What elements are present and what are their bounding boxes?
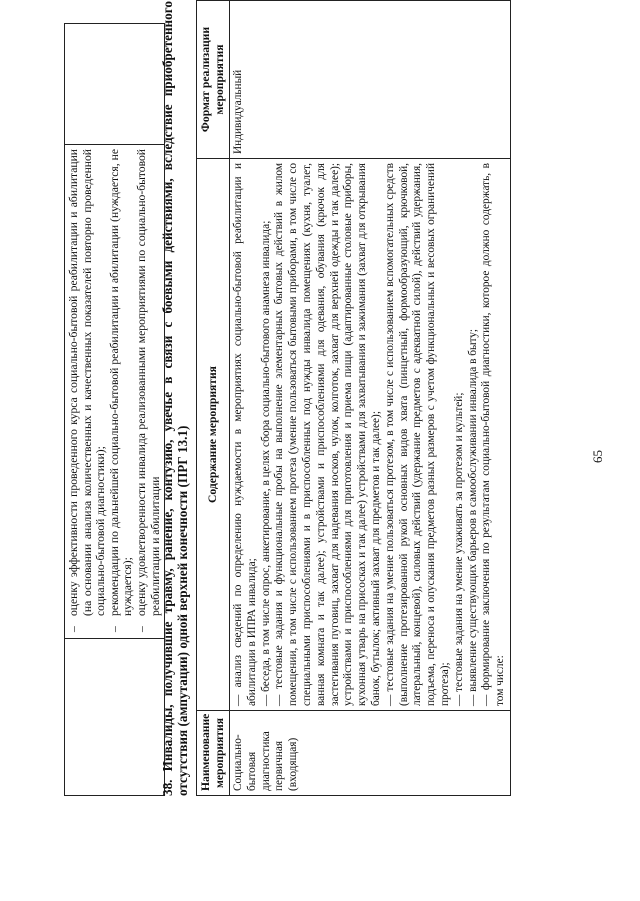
list-item: – рекомендации по дальнейшей социально-бытовой реабилитации и абилитации (нуждается, не нуждается);	[108, 149, 135, 634]
content-item: — формирование заключения по результатам социально-бытовой диагностики, которое должно содержать, в том числе:	[480, 163, 507, 706]
table-row	[65, 24, 165, 796]
table-cell	[65, 24, 165, 145]
content-item: — выявление существующих барьеров в самообслуживании инвалида в быту;	[466, 328, 479, 706]
list-item: – оценку удовлетворенности инвалида реализованными мероприятиями по социально-бытовой реабилитации и абилитации	[135, 149, 162, 634]
outcome-list	[67, 149, 162, 634]
header-content: Содержание мероприятия	[197, 159, 230, 711]
activity-content-cell	[230, 159, 511, 711]
content-item: — тестовые задания и функциональные пробы на выполнение элементарных бытовых действий в жилом помещении, в том числе с использованием протеза (умение пользоваться бытовыми приборами, в том числе со специальными приспособлениями и в приспособленных под нужды инвалида помещениях (кухня, туалет, ванная комната и так далее); устройствами и приспособлениями для одевания, обувания (крючок для застегивания пуговиц, захват для надевания носков, чулок, колготок, захват для верхней одежды и так далее); устройствами и приспособлениями для приготовления и приема пищи (адаптированные столовые приборы, кухонная утварь на присосках и так далее) устройствами для захватывания и зажимания (захват для открывания банок, бутылок; активный захват для предметов и так далее);	[273, 163, 382, 706]
page-number: 65	[590, 450, 605, 463]
list-item: – оценку эффективности проведенного курса социально-бытовой реабилитации и абилитации (на основании анализа количественных и качественных показателей повторно проведенной социально-бытовой диагностики);	[67, 149, 108, 634]
activity-name-cell: Социально-бытовая диагностика первичная (входящая)	[230, 711, 511, 796]
activity-format-cell: Индивидуальный	[230, 1, 511, 159]
content-item: — анализ сведений по определению нуждаемости в мероприятиях социально-бытовой реабилитации и абилитации в ИПРА инвалида;	[232, 163, 258, 706]
content-item: — тестовые задания на умение пользоваться протезом, в том числе с использованием вспомогательных средств (выполнение протезированной рукой основных видов хвата (пинцетный, формообразующий, крючковой, латеральный, концевой), силовых действий (удержание предметов с адекватной силой), действий удержания, подъема, переноса и опускания предметов разных размеров с учетом функциональных и весовых ограничений протеза);	[383, 163, 451, 706]
content-item: — тестовые задания на умение ухаживать за протезом и культей;	[452, 392, 465, 706]
table-cell	[65, 145, 165, 639]
table-header-row	[197, 1, 230, 796]
continuation-table	[64, 23, 165, 796]
header-name: Наименование мероприятия	[197, 711, 230, 796]
activities-table	[196, 0, 511, 796]
section-heading: 38. Инвалиды, получившие травму, ранение, контузию, увечье в связи с боевыми действиями, вследствие приобретенного отсутствия (ампутации) одной верхней конечности (ПРГ 13.1)	[160, 1, 190, 796]
table-cell	[65, 639, 165, 796]
content-item: — беседа, в том числе опрос, анкетирование, в целях сбора социально-бытового анамнеза инвалида;	[259, 220, 272, 706]
header-format: Формат реализации мероприятия	[197, 1, 230, 159]
table-row	[230, 1, 511, 796]
